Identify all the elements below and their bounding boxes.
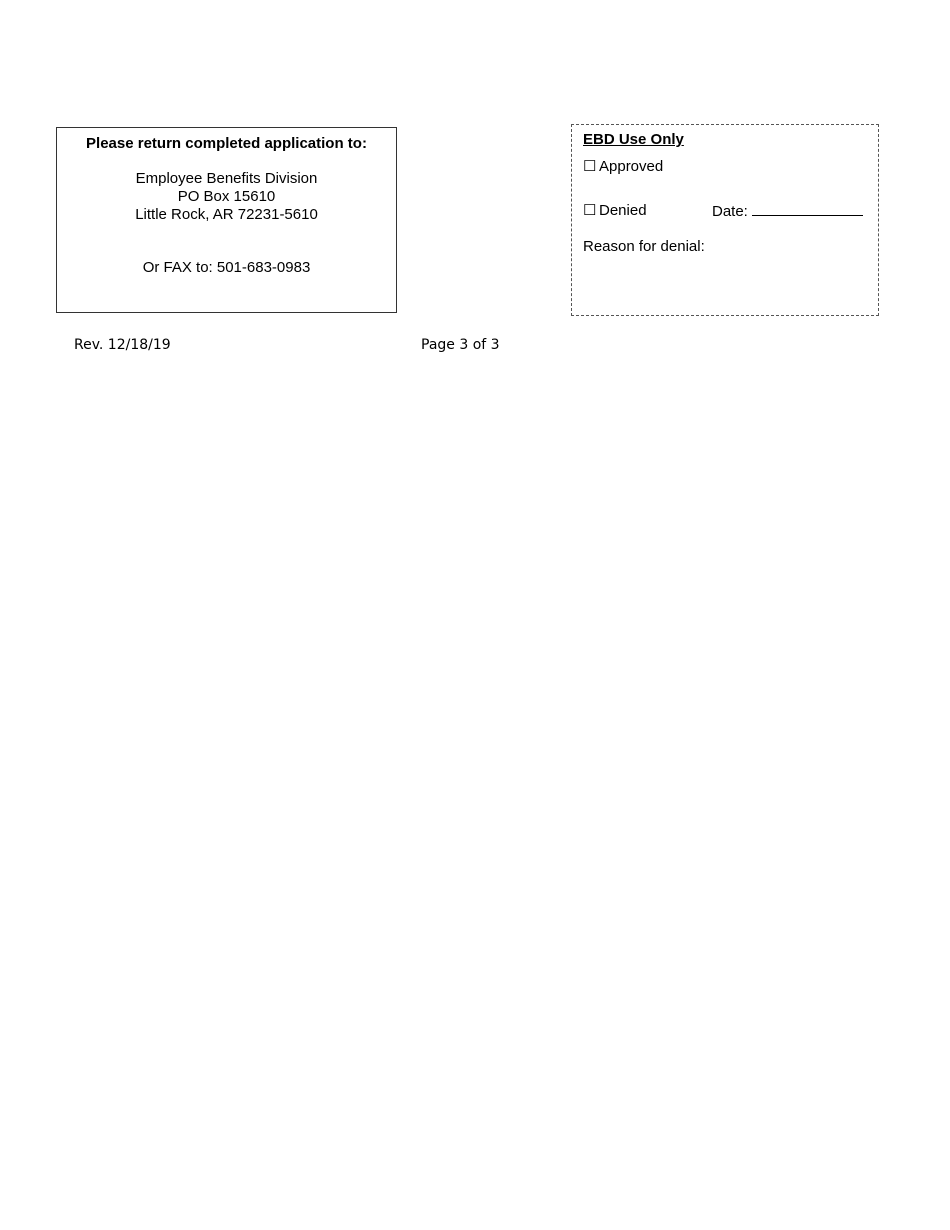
address-line-po-box: PO Box 15610 [177,188,276,205]
date-field[interactable] [712,201,863,220]
ebd-title: EBD Use Only [583,131,684,148]
return-heading: Please return completed application to: [86,135,367,152]
denied-label: Denied [599,202,647,219]
ebd-use-only-box [571,124,879,316]
date-blank-line[interactable] [752,201,863,216]
address-line-city: Little Rock, AR 72231-5610 [135,206,318,223]
revision-date: Rev. 12/18/19 [74,337,171,353]
approved-checkbox-icon[interactable]: ☐ [583,158,597,175]
approved-label: Approved [599,158,664,175]
reason-for-denial-label: Reason for denial: [583,238,705,255]
date-label: Date: [712,203,748,220]
page-number: Page 3 of 3 [421,337,500,353]
return-address-box [56,127,397,313]
denied-option[interactable] [583,201,647,219]
approved-option[interactable] [583,157,663,175]
denied-checkbox-icon[interactable]: ☐ [583,202,597,219]
fax-number: Or FAX to: 501-683-0983 [142,259,311,276]
mailing-address [57,170,396,224]
address-line-organization: Employee Benefits Division [135,170,318,187]
